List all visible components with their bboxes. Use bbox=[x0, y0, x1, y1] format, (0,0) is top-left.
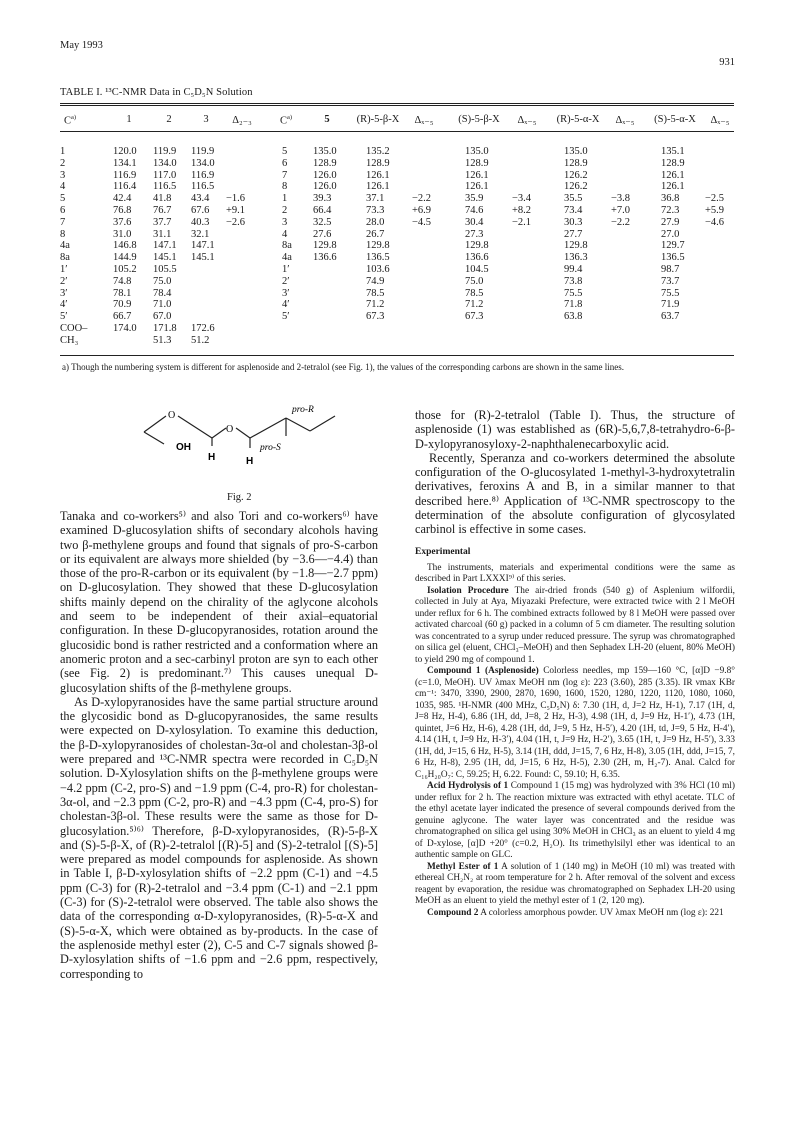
table-cell: 6 bbox=[60, 204, 66, 216]
table-cell: +5.9 bbox=[705, 204, 725, 216]
table-cell: 8 bbox=[282, 181, 288, 193]
table-header-sax: (S)-5-α-X bbox=[654, 114, 696, 125]
table-cell: 37.1 bbox=[366, 193, 385, 205]
table-cell: 4 bbox=[60, 181, 66, 193]
table-cell bbox=[512, 311, 531, 323]
table-cell: 105.2 bbox=[113, 263, 137, 275]
table-cell bbox=[226, 146, 245, 158]
right-column bbox=[415, 408, 735, 919]
table-cell: 7 bbox=[282, 169, 288, 181]
experimental-heading: Experimental bbox=[415, 546, 471, 557]
table-cell: +6.9 bbox=[412, 204, 432, 216]
figure-label-oh: OH bbox=[176, 442, 191, 453]
right-paragraph-1: those for (R)-2-tetralol (Table I). Thus, the structure of asplenoside (1) was established as (6R)-5,6,7,8-tetrahydro-6-β-D-xylopyranosyloxy-2-naphthalenecarboxylic acid. bbox=[415, 408, 735, 451]
table-cell bbox=[412, 181, 431, 193]
table-cell: 135.0 bbox=[465, 146, 489, 157]
table-cell: 73.7 bbox=[661, 275, 680, 287]
table-cell bbox=[611, 240, 630, 252]
table-header-1: 1 bbox=[126, 114, 132, 125]
table-bottom-rule bbox=[60, 355, 734, 356]
table-cell: 98.7 bbox=[661, 263, 680, 275]
table-cell: 4′ bbox=[282, 299, 290, 311]
table-header-c2: $C^{a)}$ bbox=[279, 114, 293, 127]
table-cell: 51.3 bbox=[153, 334, 172, 346]
table-cell: 3′ bbox=[282, 287, 290, 299]
table-cell: 135.2 bbox=[366, 146, 390, 157]
table-cell: 134.0 bbox=[191, 157, 215, 169]
table-cell bbox=[313, 264, 337, 276]
table-cell: 126.1 bbox=[661, 181, 685, 193]
table-cell: 136.6 bbox=[465, 252, 489, 264]
table-cell: 73.4 bbox=[564, 204, 583, 216]
table-cell: 37.7 bbox=[153, 216, 172, 228]
table-cell bbox=[705, 276, 724, 288]
table-cell: 75.0 bbox=[465, 275, 484, 287]
table-column-d1 bbox=[412, 146, 431, 323]
table-cell: 63.7 bbox=[661, 311, 680, 323]
table-cell bbox=[705, 240, 724, 252]
table-header-sbx: (S)-5-β-X bbox=[458, 114, 500, 125]
table-cell: 39.3 bbox=[313, 193, 332, 205]
table-cell: 134.1 bbox=[113, 157, 137, 169]
table-cell: 30.3 bbox=[564, 216, 583, 228]
table-cell: 147.1 bbox=[191, 240, 215, 252]
table-cell: 126.0 bbox=[313, 169, 337, 181]
experimental-compound-1: Compound 1 (Asplenoside) Colorless needles, mp 159—160 °C, [α]D −9.8° (c=1.0, MeOH). UV λmax MeOH nm (log ε): 223 (3.60), 285 (3.35). IR νmax KBr cm⁻¹: 3470, 3390, 2900, 2870, 1690, 1600, 1520, 1280, 1220, 1120, 1080, 1060, 1035, 985. ¹H-NMR (400 MHz, C₅D₅N) δ: 7.30 (1H, d, J=2 Hz, H-1), 7.17 (1H, d, J=8 Hz, H-4), 6.86 (1H, dd, J=8, 2 Hz, H-3), 4.98 (1H, d, J=9 Hz, H-1′), 4.73 (1H, quintet, J=6 Hz, H-6), 4.28 (1H, dd, J=9, 5 Hz, H-5′), 4.20 (1H, td, J=9, 5 Hz, H-4′), 4.14 (1H, t, J=9 Hz, H-3′), 4.04 (1H, t, J=9 Hz, H-2′), 3.65 (1H, t, J=9 Hz, H-5′), 3.33 (1H, dd, J=15, 6 Hz, H-5), 3.14 (1H, ddd, J=15, 7, 6 Hz, H-8), 3.05 (1H, ddd, J=15, 7, 6 Hz, H-8), 2.95 (1H, dd, J=15, 6 Hz, H-5), 2.30 (2H, m, H₂-7). Anal. Calcd for C₁₆H₂₀O₇: C, 59.25; H, 6.22. Found: C, 59.10; H, 6.35. bbox=[415, 666, 735, 780]
experimental-body bbox=[415, 563, 735, 920]
table-cell: 75.0 bbox=[153, 275, 172, 287]
table-cell: 104.5 bbox=[465, 263, 489, 275]
table-cell: 41.8 bbox=[153, 193, 172, 205]
table-cell: 35.5 bbox=[564, 193, 583, 205]
table-cell bbox=[113, 335, 137, 347]
table-cell: −1.6 bbox=[226, 193, 246, 205]
table-cell bbox=[705, 288, 724, 300]
table-cell bbox=[705, 170, 724, 182]
table-cell: 35.9 bbox=[465, 193, 484, 205]
table-cell: 75.5 bbox=[661, 287, 680, 299]
table-cell bbox=[611, 252, 630, 264]
table-cell: 136.5 bbox=[661, 252, 685, 264]
table-cell: 5 bbox=[282, 146, 288, 157]
table-cell: 27.6 bbox=[313, 228, 332, 240]
table-cell: 129.8 bbox=[366, 240, 390, 252]
table-cell: 71.8 bbox=[564, 299, 583, 311]
table-cell: CH₃ bbox=[60, 334, 79, 346]
table-cell: 135.1 bbox=[661, 146, 685, 157]
table-cell: −3.4 bbox=[512, 193, 532, 205]
table-cell: 1 bbox=[60, 146, 66, 157]
table-cell: 37.6 bbox=[113, 216, 132, 228]
table-cell: 31.1 bbox=[153, 228, 172, 240]
table-cell: 136.5 bbox=[366, 252, 390, 264]
table-cell: 42.4 bbox=[113, 193, 132, 205]
table-cell bbox=[705, 181, 724, 193]
table-cell: 117.0 bbox=[153, 169, 177, 181]
table-cell: 145.1 bbox=[191, 252, 215, 264]
table-cell: 128.9 bbox=[313, 157, 337, 169]
table-cell: 136.6 bbox=[313, 252, 337, 264]
table-cell bbox=[611, 229, 630, 241]
figure-label-o2: O bbox=[226, 424, 234, 435]
table-cell: 78.4 bbox=[153, 287, 172, 299]
table-cell bbox=[313, 276, 337, 288]
table-cell: 126.2 bbox=[564, 169, 588, 181]
table-header-dx1: Δₓ₋₅ bbox=[414, 115, 434, 126]
figure-label-o1: O bbox=[168, 410, 176, 421]
table-cell: 128.9 bbox=[465, 157, 489, 169]
table-cell: 126.1 bbox=[465, 169, 489, 181]
table-header-c: $C^{a)}$ bbox=[63, 114, 77, 127]
figure-label-h2: H bbox=[246, 456, 254, 467]
table-cell bbox=[191, 276, 215, 288]
table-header-rax: (R)-5-α-X bbox=[556, 114, 600, 125]
table-cell bbox=[705, 158, 724, 170]
table-cell bbox=[705, 299, 724, 311]
table-cell: 73.8 bbox=[564, 275, 583, 287]
table-cell bbox=[512, 181, 531, 193]
table-cell: 116.4 bbox=[113, 181, 137, 193]
table-cell: 27.0 bbox=[661, 228, 680, 240]
table-column-sbx bbox=[465, 146, 489, 323]
table-cell: 147.1 bbox=[153, 240, 177, 252]
table-cell: 172.6 bbox=[191, 322, 215, 334]
table-cell: 78.5 bbox=[465, 287, 484, 299]
table-column-rbx bbox=[366, 146, 390, 323]
table-cell bbox=[412, 158, 431, 170]
table-column-3 bbox=[191, 146, 215, 347]
table-header-dx2: Δₓ₋₅ bbox=[517, 115, 537, 126]
table-cell bbox=[226, 323, 245, 335]
table-cell: 71.2 bbox=[465, 299, 484, 311]
table-cell: −2.2 bbox=[412, 193, 432, 205]
table-cell: −2.1 bbox=[512, 216, 532, 228]
table-cell: 36.8 bbox=[661, 193, 680, 205]
table-header-5: 5 bbox=[324, 114, 330, 125]
table-cell: 103.6 bbox=[366, 263, 390, 275]
table-cell: 99.4 bbox=[564, 263, 583, 275]
nmr-table bbox=[60, 104, 734, 354]
table-cell: 136.3 bbox=[564, 252, 588, 264]
table-cell: 73.3 bbox=[366, 204, 385, 216]
table-cell bbox=[412, 264, 431, 276]
table-cell: 4 bbox=[282, 228, 288, 240]
table-cell: 120.0 bbox=[113, 146, 137, 157]
table-cell bbox=[512, 240, 531, 252]
table-cell: 126.1 bbox=[465, 181, 489, 193]
table-cell: 116.5 bbox=[153, 181, 177, 193]
table-cell bbox=[611, 299, 630, 311]
table-cell bbox=[611, 276, 630, 288]
table-cell: −4.5 bbox=[412, 216, 432, 228]
table-cell: 74.6 bbox=[465, 204, 484, 216]
figure-label-h1: H bbox=[208, 452, 216, 463]
table-cell bbox=[226, 311, 245, 323]
table-cell bbox=[191, 311, 215, 323]
table-column-1 bbox=[113, 146, 137, 347]
table-cell: 67.0 bbox=[153, 311, 172, 323]
table-cell: 66.7 bbox=[113, 311, 132, 323]
table-column-sax bbox=[661, 146, 685, 323]
table-cell bbox=[191, 264, 215, 276]
table-cell bbox=[412, 170, 431, 182]
table-cell bbox=[611, 170, 630, 182]
table-cell: 51.2 bbox=[191, 334, 210, 346]
table-cell: −4.6 bbox=[705, 216, 725, 228]
table-cell: +7.0 bbox=[611, 204, 631, 216]
table-cell: 72.3 bbox=[661, 204, 680, 216]
table-cell bbox=[512, 229, 531, 241]
table-cell: 27.9 bbox=[661, 216, 680, 228]
table-cell: 28.0 bbox=[366, 216, 385, 228]
table-cell: 129.8 bbox=[313, 240, 337, 252]
table-cell bbox=[226, 264, 245, 276]
experimental-intro: The instruments, materials and experimental conditions were the same as described in Part LXXXI⁹⁾ of this series. bbox=[415, 562, 735, 585]
table-cell bbox=[226, 252, 245, 264]
table-cell bbox=[412, 276, 431, 288]
table-cell: 1 bbox=[282, 193, 288, 205]
table-cell bbox=[226, 276, 245, 288]
table-cell: 27.7 bbox=[564, 228, 583, 240]
table-cell bbox=[512, 299, 531, 311]
table-cell: 126.0 bbox=[313, 181, 337, 193]
table-header-rbx: (R)-5-β-X bbox=[356, 114, 400, 125]
page-date: May 1993 bbox=[60, 40, 103, 51]
table-cell: 8a bbox=[282, 240, 292, 252]
table-cell: 43.4 bbox=[191, 193, 210, 205]
table-cell: 2 bbox=[282, 204, 288, 216]
table-cell: 2′ bbox=[282, 275, 290, 287]
table-cell: 128.9 bbox=[366, 157, 390, 169]
table-cell: −3.8 bbox=[611, 193, 631, 205]
table-column-rax bbox=[564, 146, 588, 323]
left-paragraph-2: As D-xylopyranosides have the same partial structure around the glycosidic bond as D-glucopyranosides, the same results were expected on D-xylosylation. To examine this deduction, the β-D-xylopyranosides of cholestan-3α-ol and cholestan-3β-ol were prepared and ¹³C-NMR spectra were recorded in C₅D₅N solution. D-Xylosylation shifts on the β-methylene groups were −4.2 ppm (C-2, pro-S) and −1.9 ppm (C-4, pro-R) for cholestan-3α-ol, and −2.3 ppm (C-2, pro-R) and −4.3 ppm (C-4, pro-S) for cholestan-3β-ol. These results were the same as those for D-glucosylation.⁵⁾⁶⁾ Therefore, β-D-xylopyranosides, (R)-5-β-X and (S)-5-β-X, of (R)-2-tetralol [(R)-5] and (S)-2-tetralol [(S)-5] were prepared as model compounds for asplenoside. As shown in Table I, β-D-xylosylation shifts of −2.2 ppm (C-1) and −4.5 ppm (C-3) for (R)-2-tetralol and −3.4 ppm (C-1) and −2.1 ppm (C-3) for (S)-2-tetralol were observed. The table also shows the data of the corresponding α-D-xylopyranosides, (R)-5-α-X and (S)-5-α-X, which were obtained as by-products. In the case of the asplenoside methyl ester (2), C-5 and C-7 signals showed β-D-xylosylation shifts of −1.6 ppm and −2.6 ppm, respectively, corresponding to bbox=[60, 694, 378, 981]
table-cell: 27.3 bbox=[465, 228, 484, 240]
table-cell: 1′ bbox=[282, 263, 290, 275]
table-footnote: a) Though the numbering system is different for asplenoside and 2-tetralol (see Fig. 1), the values of the corresponding carbons are shown in the same lines. bbox=[62, 362, 625, 372]
table-cell: 63.8 bbox=[564, 311, 583, 323]
table-cell: 129.8 bbox=[465, 240, 489, 252]
table-cell: 126.1 bbox=[366, 181, 390, 193]
table-cell bbox=[412, 288, 431, 300]
table-cell bbox=[512, 264, 531, 276]
figure-2-structure bbox=[140, 398, 340, 478]
table-cell: 67.3 bbox=[366, 311, 385, 323]
table-cell: 116.5 bbox=[191, 181, 215, 193]
table-cell: 76.7 bbox=[153, 204, 172, 216]
table-cell: 30.4 bbox=[465, 216, 484, 228]
table-cell: 71.9 bbox=[661, 299, 680, 311]
table-cell bbox=[705, 311, 724, 323]
table-cell: 2′ bbox=[60, 275, 68, 287]
table-cell bbox=[512, 170, 531, 182]
table-cell: 66.4 bbox=[313, 204, 332, 216]
table-title: TABLE I. ¹³C-NMR Data in C₅D₅N Solution bbox=[60, 87, 253, 98]
table-cell bbox=[412, 299, 431, 311]
table-cell bbox=[512, 252, 531, 264]
table-cell: COO– bbox=[60, 322, 88, 334]
table-cell: 71.0 bbox=[153, 299, 172, 311]
table-cell: 4′ bbox=[60, 299, 68, 311]
table-cell: 128.9 bbox=[564, 157, 588, 169]
experimental-compound-2: Compound 2 A colorless amorphous powder. UV λmax MeOH nm (log ε): 221 bbox=[427, 907, 724, 918]
table-column-d3 bbox=[611, 146, 630, 323]
table-cell: 31.0 bbox=[113, 228, 132, 240]
table-cell: 129.7 bbox=[661, 240, 685, 252]
table-cell: −2.5 bbox=[705, 193, 725, 205]
experimental-isolation: Isolation Procedure The air-dried fronds (540 g) of Asplenium wilfordii, collected in July at Aya, Miyazaki Prefecture, were extracted twice with 2 l MeOH under reflux for 6 h. The combined extracts followed by 8 l MeOH were passed over activated charcoal (60 g) packed in a column of 5 cm diameter. The resulting solution was concentrated to a syrup under reduced pressure. The syrup was chromatographed on silica gel (eluent, CHCl₃–MeOH) and then Sephadex LH-20 (eluent, 80% MeOH) to yield 290 mg of compound 1. bbox=[415, 585, 736, 665]
table-cell: +9.1 bbox=[226, 204, 246, 216]
table-column-5 bbox=[313, 146, 337, 323]
table-cell bbox=[611, 311, 630, 323]
figure-label-pro-s: pro-S bbox=[260, 443, 281, 453]
table-cell: 67.6 bbox=[191, 204, 210, 216]
table-cell bbox=[705, 264, 724, 276]
table-cell bbox=[313, 311, 337, 323]
table-cell: 116.9 bbox=[191, 169, 215, 181]
table-column-2 bbox=[153, 146, 177, 347]
table-cell: 32.1 bbox=[191, 228, 210, 240]
table-cell: 126.1 bbox=[366, 169, 390, 181]
table-cell: 174.0 bbox=[113, 322, 137, 334]
table-cell bbox=[226, 229, 245, 241]
table-cell bbox=[412, 252, 431, 264]
experimental-acid-hydrolysis: Acid Hydrolysis of 1 Compound 1 (15 mg) was hydrolyzed with 3% HCl (10 ml) under reflux for 2 h. The reaction mixture was extracted with ethyl acetate. TLC of the ethyl acetate layer indicated the presence of several compounds derived from the genuine aglycone. The water layer was concentrated and the residue was chromatographed on silica gel using 30% MeOH in CHCl₃ as an eluent to yield 4 mg of D-xylose, [α]D +20° (c=0.2, H₂O). Its trimethylsilyl ether was identical to an authentic sample on GLC. bbox=[415, 781, 735, 861]
table-cell bbox=[611, 158, 630, 170]
table-cell bbox=[412, 240, 431, 252]
table-cell: 7 bbox=[60, 216, 66, 228]
table-cell bbox=[611, 146, 630, 158]
table-cell bbox=[226, 158, 245, 170]
table-header-dx3: Δₓ₋₅ bbox=[615, 115, 635, 126]
table-header-dx4: Δₓ₋₅ bbox=[710, 115, 730, 126]
table-cell: 78.1 bbox=[113, 287, 132, 299]
table-cell bbox=[705, 252, 724, 264]
table-cell: 76.8 bbox=[113, 204, 132, 216]
table-cell: 146.8 bbox=[113, 240, 137, 252]
table-cell: +8.2 bbox=[512, 204, 532, 216]
table-cell: 32.5 bbox=[313, 216, 332, 228]
table-cell: 3 bbox=[282, 216, 288, 228]
figure-caption: Fig. 2 bbox=[227, 492, 252, 503]
table-cell bbox=[512, 276, 531, 288]
table-cell bbox=[611, 181, 630, 193]
table-cell bbox=[191, 299, 215, 311]
table-cell: 40.3 bbox=[191, 216, 210, 228]
table-header-2: 2 bbox=[166, 114, 172, 125]
table-cell: 6 bbox=[282, 157, 288, 169]
table-cell: 5′ bbox=[60, 311, 68, 323]
table-cell: −2.6 bbox=[226, 216, 246, 228]
table-cell bbox=[512, 288, 531, 300]
table-cell: 3 bbox=[60, 169, 66, 181]
table-cell: 8a bbox=[60, 252, 70, 264]
table-cell: 5 bbox=[60, 193, 66, 205]
table-header-d23: Δ₂₋₃ bbox=[232, 115, 252, 126]
table-column-d23 bbox=[226, 146, 245, 347]
table-cell: 4a bbox=[282, 252, 292, 264]
table-cell: 78.5 bbox=[366, 287, 385, 299]
experimental-methyl-ester: Methyl Ester of 1 A solution of 1 (140 mg) in MeOH (10 ml) was treated with ethereal CH₂N₂ at room temperature for 2 h. After removal of the solvent and excess reagent by evaporation, the residue was chromatographed on Sephadex LH-20 using MeOH as an eluent to yield the methyl ester of 1 (2, 120 mg). bbox=[415, 861, 736, 907]
table-cell: 126.1 bbox=[661, 169, 685, 181]
table-cell: 171.8 bbox=[153, 322, 177, 334]
table-cell: 119.9 bbox=[153, 146, 177, 157]
table-cell: 126.2 bbox=[564, 181, 588, 193]
table-cell: 26.7 bbox=[366, 228, 385, 240]
table-column-c bbox=[60, 146, 87, 347]
table-cell: −2.2 bbox=[611, 216, 631, 228]
table-column-d4 bbox=[705, 146, 724, 323]
table-cell: 75.5 bbox=[564, 287, 583, 299]
table-cell: 119.9 bbox=[191, 146, 215, 157]
table-cell bbox=[611, 288, 630, 300]
table-cell: 3′ bbox=[60, 287, 68, 299]
table-cell: 116.9 bbox=[113, 169, 137, 181]
table-column-c2 bbox=[282, 146, 292, 323]
table-column-d2 bbox=[512, 146, 531, 323]
table-cell bbox=[512, 158, 531, 170]
table-cell bbox=[313, 288, 337, 300]
table-cell: 2 bbox=[60, 157, 66, 169]
figure-label-pro-r: pro-R bbox=[292, 405, 314, 415]
table-cell: 129.8 bbox=[564, 240, 588, 252]
table-cell bbox=[705, 146, 724, 158]
table-cell bbox=[191, 288, 215, 300]
table-cell: 144.9 bbox=[113, 252, 137, 264]
table-cell: 71.2 bbox=[366, 299, 385, 311]
table-cell bbox=[313, 299, 337, 311]
table-cell bbox=[226, 240, 245, 252]
table-cell bbox=[226, 170, 245, 182]
table-cell bbox=[226, 299, 245, 311]
right-paragraph-2: Recently, Speranza and co-workers determined the absolute configuration of the O-glucosylated 1-methyl-3-hydroxytetralin derivatives, feroxins A and B, in a similar manner to that described here.⁸⁾ Application of ¹³C-NMR spectroscopy to the determination of the absolute configuration of glycosylated carbinol is effective in some cases. bbox=[415, 450, 735, 537]
table-cell bbox=[412, 311, 431, 323]
table-cell bbox=[412, 146, 431, 158]
left-paragraph-1: Tanaka and co-workers⁵⁾ and also Tori and co-workers⁶⁾ have examined D-glucosylation shifts of secondary alcohols having two β-methylene groups and found that signals of pro-S-carbon or its equivalent are always more shielded (by −3.6—−4.4) than those of the pro-R-carbon or its equivalent (by −1.8—−2.7 ppm) on D-glucosylation. They showed that these D-glucosylation shifts mainly depend on the chirality of the aglycone alcohols and seem to be independent of their axial–equatorial configuration. In these D-glucopyranosides, rotation around the glucosidic bond is rather restricted and a conformation where an anomeric proton and a sec-carbinyl proton are syn to each other (see Fig. 2) is predominant.⁷⁾ This causes unequal D-glucosylation shifts of the β-methylene groups. bbox=[60, 509, 378, 695]
table-cell: 67.3 bbox=[465, 311, 484, 323]
table-cell bbox=[226, 335, 245, 347]
table-cell: 74.9 bbox=[366, 275, 385, 287]
table-cell: 70.9 bbox=[113, 299, 132, 311]
table-cell: 145.1 bbox=[153, 252, 177, 264]
table-cell bbox=[512, 146, 531, 158]
table-cell: 128.9 bbox=[661, 157, 685, 169]
table-cell bbox=[412, 229, 431, 241]
table-cell: 8 bbox=[60, 228, 66, 240]
table-cell bbox=[226, 181, 245, 193]
table-cell bbox=[226, 288, 245, 300]
table-cell: 4a bbox=[60, 240, 70, 252]
table-cell: 134.0 bbox=[153, 157, 177, 169]
table-cell: 5′ bbox=[282, 311, 290, 323]
table-cell: 135.0 bbox=[564, 146, 588, 157]
left-column bbox=[60, 509, 378, 981]
table-cell bbox=[611, 264, 630, 276]
table-cell bbox=[705, 229, 724, 241]
table-cell: 135.0 bbox=[313, 146, 337, 157]
table-header-3: 3 bbox=[203, 114, 209, 125]
table-cell: 105.5 bbox=[153, 263, 177, 275]
table-cell: 74.8 bbox=[113, 275, 132, 287]
table-cell: 1′ bbox=[60, 263, 68, 275]
page-number: 931 bbox=[719, 57, 735, 68]
